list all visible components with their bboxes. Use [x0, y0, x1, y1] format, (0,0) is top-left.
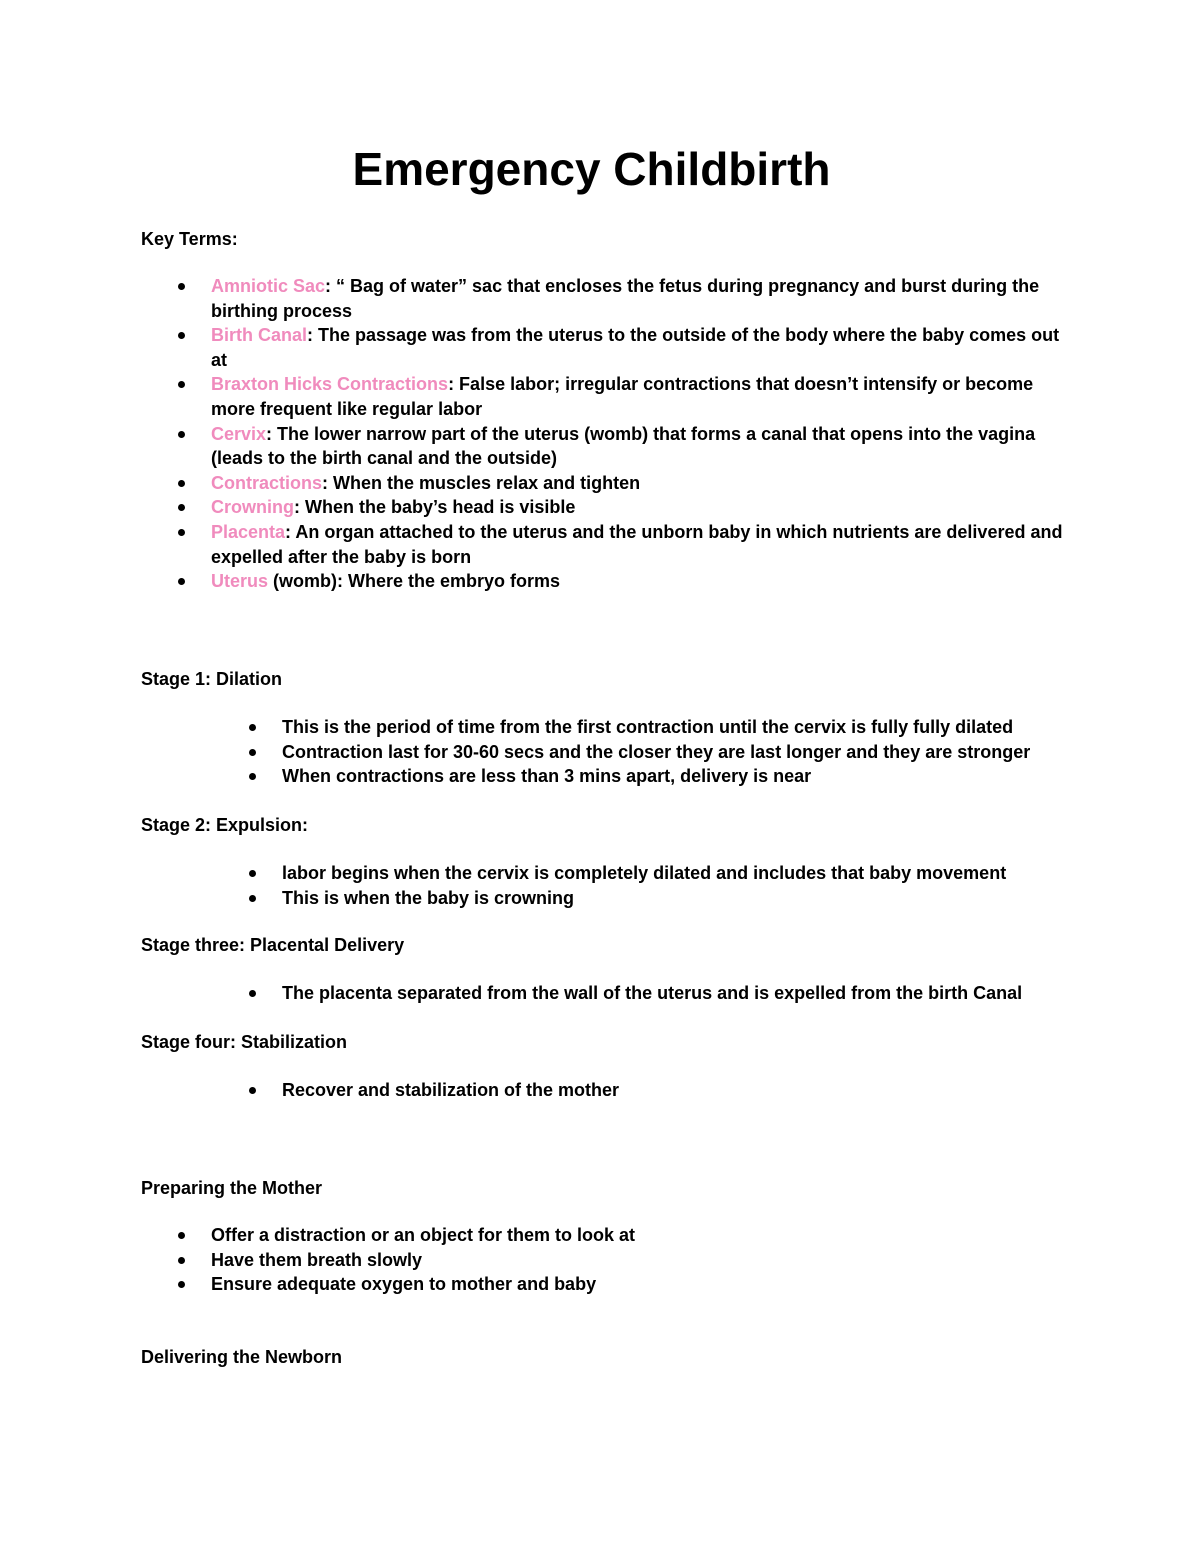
list-item	[211, 274, 1071, 323]
list-item: This is when the baby is crowning	[282, 886, 1082, 911]
list-item: When contractions are less than 3 mins apart, delivery is near	[282, 764, 1082, 789]
term-name: Cervix	[211, 423, 267, 444]
term-name: Crowning	[211, 497, 294, 518]
list-item	[211, 520, 1071, 569]
stage2-list	[282, 861, 1082, 910]
list-item: This is the period of time from the first contraction until the cervix is fully fully dilated	[282, 715, 1082, 740]
list-item: Contraction last for 30-60 secs and the closer they are last longer and they are stronger	[282, 740, 1082, 765]
term-name: Placenta	[211, 521, 286, 542]
list-item	[211, 422, 1071, 471]
list-item: The placenta separated from the wall of the uterus and is expelled from the birth Canal	[282, 981, 1082, 1006]
list-item	[211, 495, 1071, 520]
term-definition: : False labor; irregular contractions that doesn’t intensify or become more frequent like regular labor	[211, 374, 1034, 419]
list-item: Ensure adequate oxygen to mother and baby	[211, 1272, 1071, 1297]
list-item: Offer a distraction or an object for them to look at	[211, 1223, 1071, 1248]
term-definition: : An organ attached to the uterus and the unborn baby in which nutrients are delivered and expelled after the baby is born	[211, 521, 1063, 567]
stage3-list	[282, 981, 1082, 1006]
list-item: Recover and stabilization of the mother	[282, 1078, 1082, 1103]
list-item	[211, 471, 1071, 496]
term-name: Birth Canal	[211, 325, 308, 346]
term-name: Braxton Hicks Contractions	[211, 374, 449, 395]
delivering-heading: Delivering the Newborn	[141, 1347, 343, 1367]
stage1-list	[282, 715, 1082, 789]
term-name: Amniotic Sac	[211, 276, 326, 296]
term-definition: : The lower narrow part of the uterus (womb) that forms a canal that opens into the vagina (leads to the birth canal and the outside)	[211, 423, 1036, 469]
list-item: labor begins when the cervix is completely dilated and includes that baby movement	[282, 861, 1082, 886]
term-definition: : “ Bag of water” sac that encloses the fetus during pregnancy and burst during the birthing process	[211, 276, 1040, 321]
term-definition: (womb): Where the embryo forms	[268, 571, 561, 592]
term-definition: : When the muscles relax and tighten	[322, 472, 641, 493]
list-item	[211, 569, 1071, 594]
list-item	[211, 372, 1071, 421]
term-definition: : The passage was from the uterus to the outside of the body where the baby comes out at	[211, 325, 1060, 370]
stage4-heading: Stage four: Stabilization	[141, 1032, 348, 1052]
term-definition: : When the baby’s head is visible	[294, 497, 576, 518]
term-name: Uterus	[211, 571, 269, 592]
list-item: Have them breath slowly	[211, 1248, 1071, 1273]
list-item	[211, 323, 1071, 372]
key-terms-heading: Key Terms:	[141, 229, 238, 249]
preparing-heading: Preparing the Mother	[141, 1178, 323, 1198]
stage2-heading: Stage 2: Expulsion:	[141, 815, 309, 835]
preparing-list	[211, 1223, 1071, 1297]
stage1-heading: Stage 1: Dilation	[141, 669, 283, 689]
page-title: Emergency Childbirth	[352, 143, 831, 195]
stage3-heading: Stage three: Placental Delivery	[141, 935, 405, 955]
term-name: Contractions	[211, 472, 323, 493]
key-terms-list	[211, 274, 1071, 594]
stage4-list	[282, 1078, 1082, 1103]
